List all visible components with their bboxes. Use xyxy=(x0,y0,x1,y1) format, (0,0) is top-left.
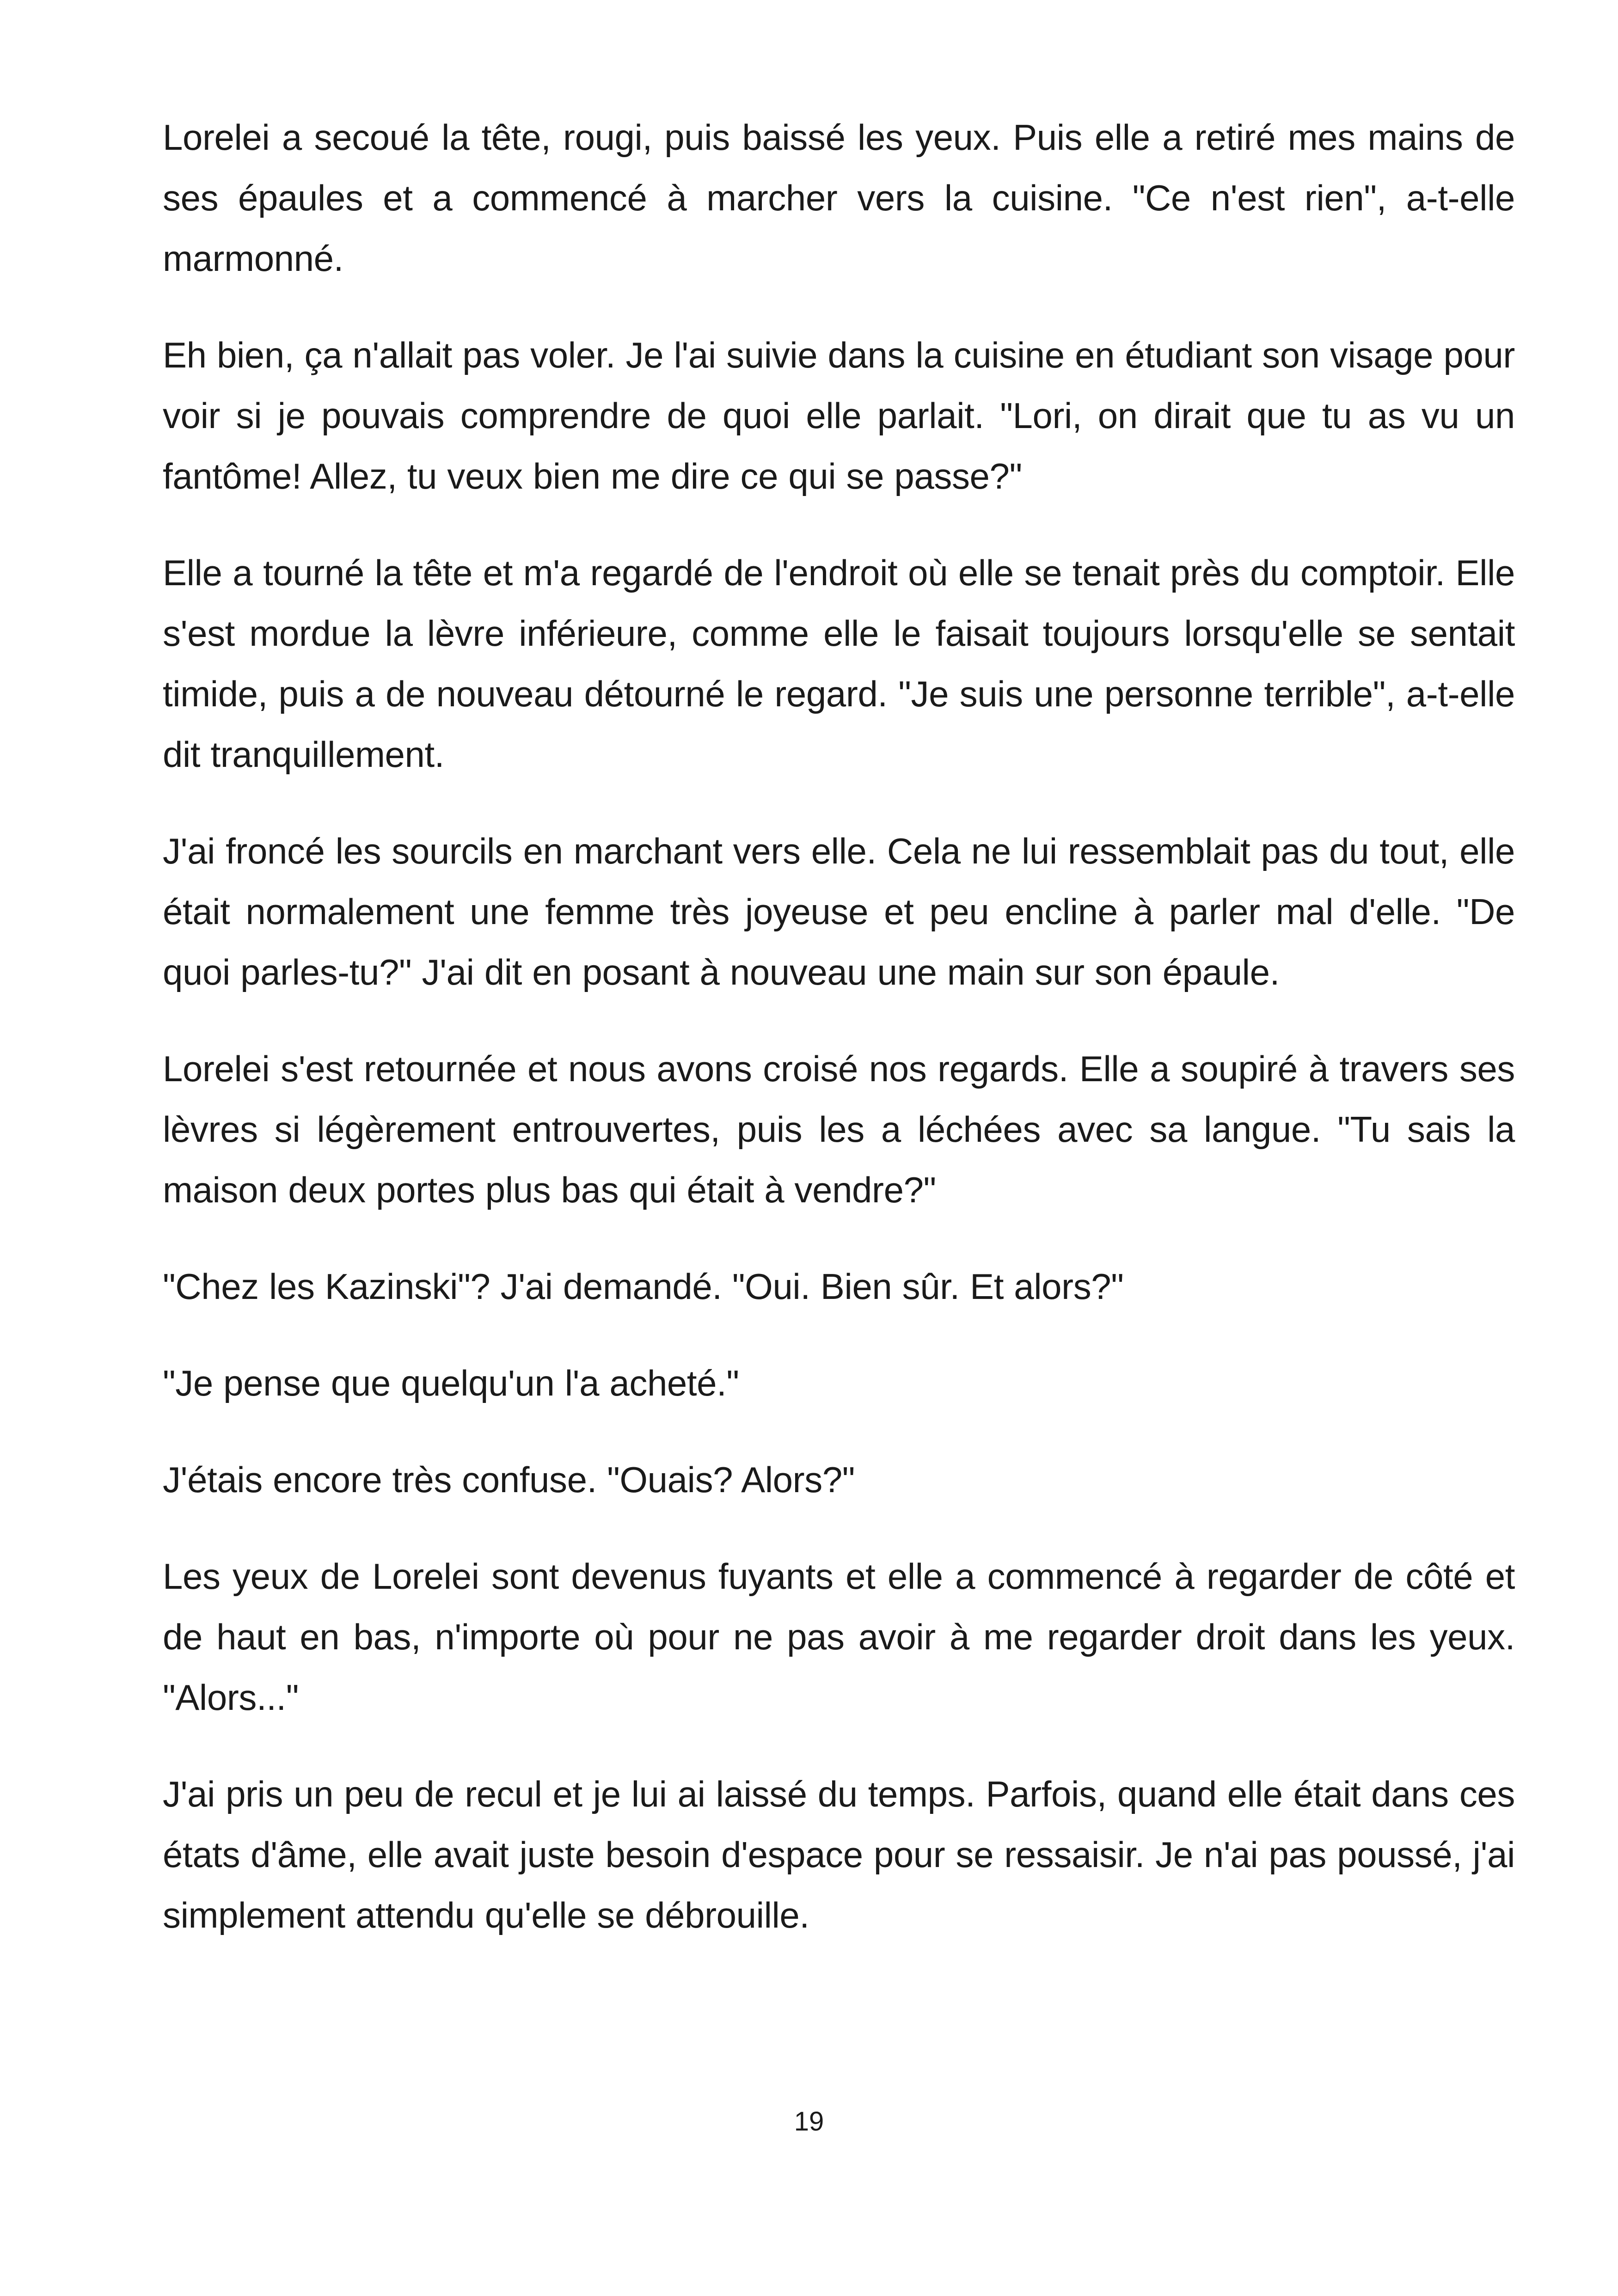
paragraph: J'ai froncé les sourcils en marchant vers elle. Cela ne lui ressemblait pas du tout, elle était normalement une femme très joyeuse et peu encline à parler mal d'elle. "De quoi parles-tu?" J'ai dit en posant à nouveau une main sur son épaule. xyxy=(163,831,1515,992)
text-body xyxy=(163,107,1515,1946)
page-number: 19 xyxy=(794,2106,824,2137)
paragraph: Lorelei a secoué la tête, rougi, puis baissé les yeux. Puis elle a retiré mes mains de ses épaules et a commencé à marcher vers la cuisine. "Ce n'est rien", a-t-elle marmonné. xyxy=(163,117,1515,279)
paragraph: J'étais encore très confuse. "Ouais? Alors?" xyxy=(163,1459,855,1500)
paragraph: "Je pense que quelqu'un l'a acheté." xyxy=(163,1363,739,1403)
paragraph: J'ai pris un peu de recul et je lui ai laissé du temps. Parfois, quand elle était dans ces états d'âme, elle avait juste besoin d'espace pour se ressaisir. Je n'ai pas poussé, j'ai simplement attendu qu'elle se débrouille. xyxy=(163,1774,1515,1935)
paragraph: "Chez les Kazinski"? J'ai demandé. "Oui. Bien sûr. Et alors?" xyxy=(163,1266,1124,1307)
paragraph: Elle a tourné la tête et m'a regardé de l'endroit où elle se tenait près du comptoir. Elle s'est mordue la lèvre inférieure, comme elle le faisait toujours lorsqu'elle se sentait timide, puis a de nouveau détourné le regard. "Je suis une personne terrible", a-t-elle dit tranquillement. xyxy=(163,552,1515,775)
paragraph: Lorelei s'est retournée et nous avons croisé nos regards. Elle a soupiré à travers ses lèvres si légèrement entrouvertes, puis les a léchées avec sa langue. "Tu sais la maison deux portes plus bas qui était à vendre?" xyxy=(163,1048,1515,1210)
paragraph: Eh bien, ça n'allait pas voler. Je l'ai suivie dans la cuisine en étudiant son visage pour voir si je pouvais comprendre de quoi elle parlait. "Lori, on dirait que tu as vu un fantôme! Allez, tu veux bien me dire ce qui se passe?" xyxy=(163,335,1515,496)
paragraph: Les yeux de Lorelei sont devenus fuyants et elle a commencé à regarder de côté et de haut en bas, n'importe où pour ne pas avoir à me regarder droit dans les yeux. "Alors..." xyxy=(163,1556,1515,1718)
